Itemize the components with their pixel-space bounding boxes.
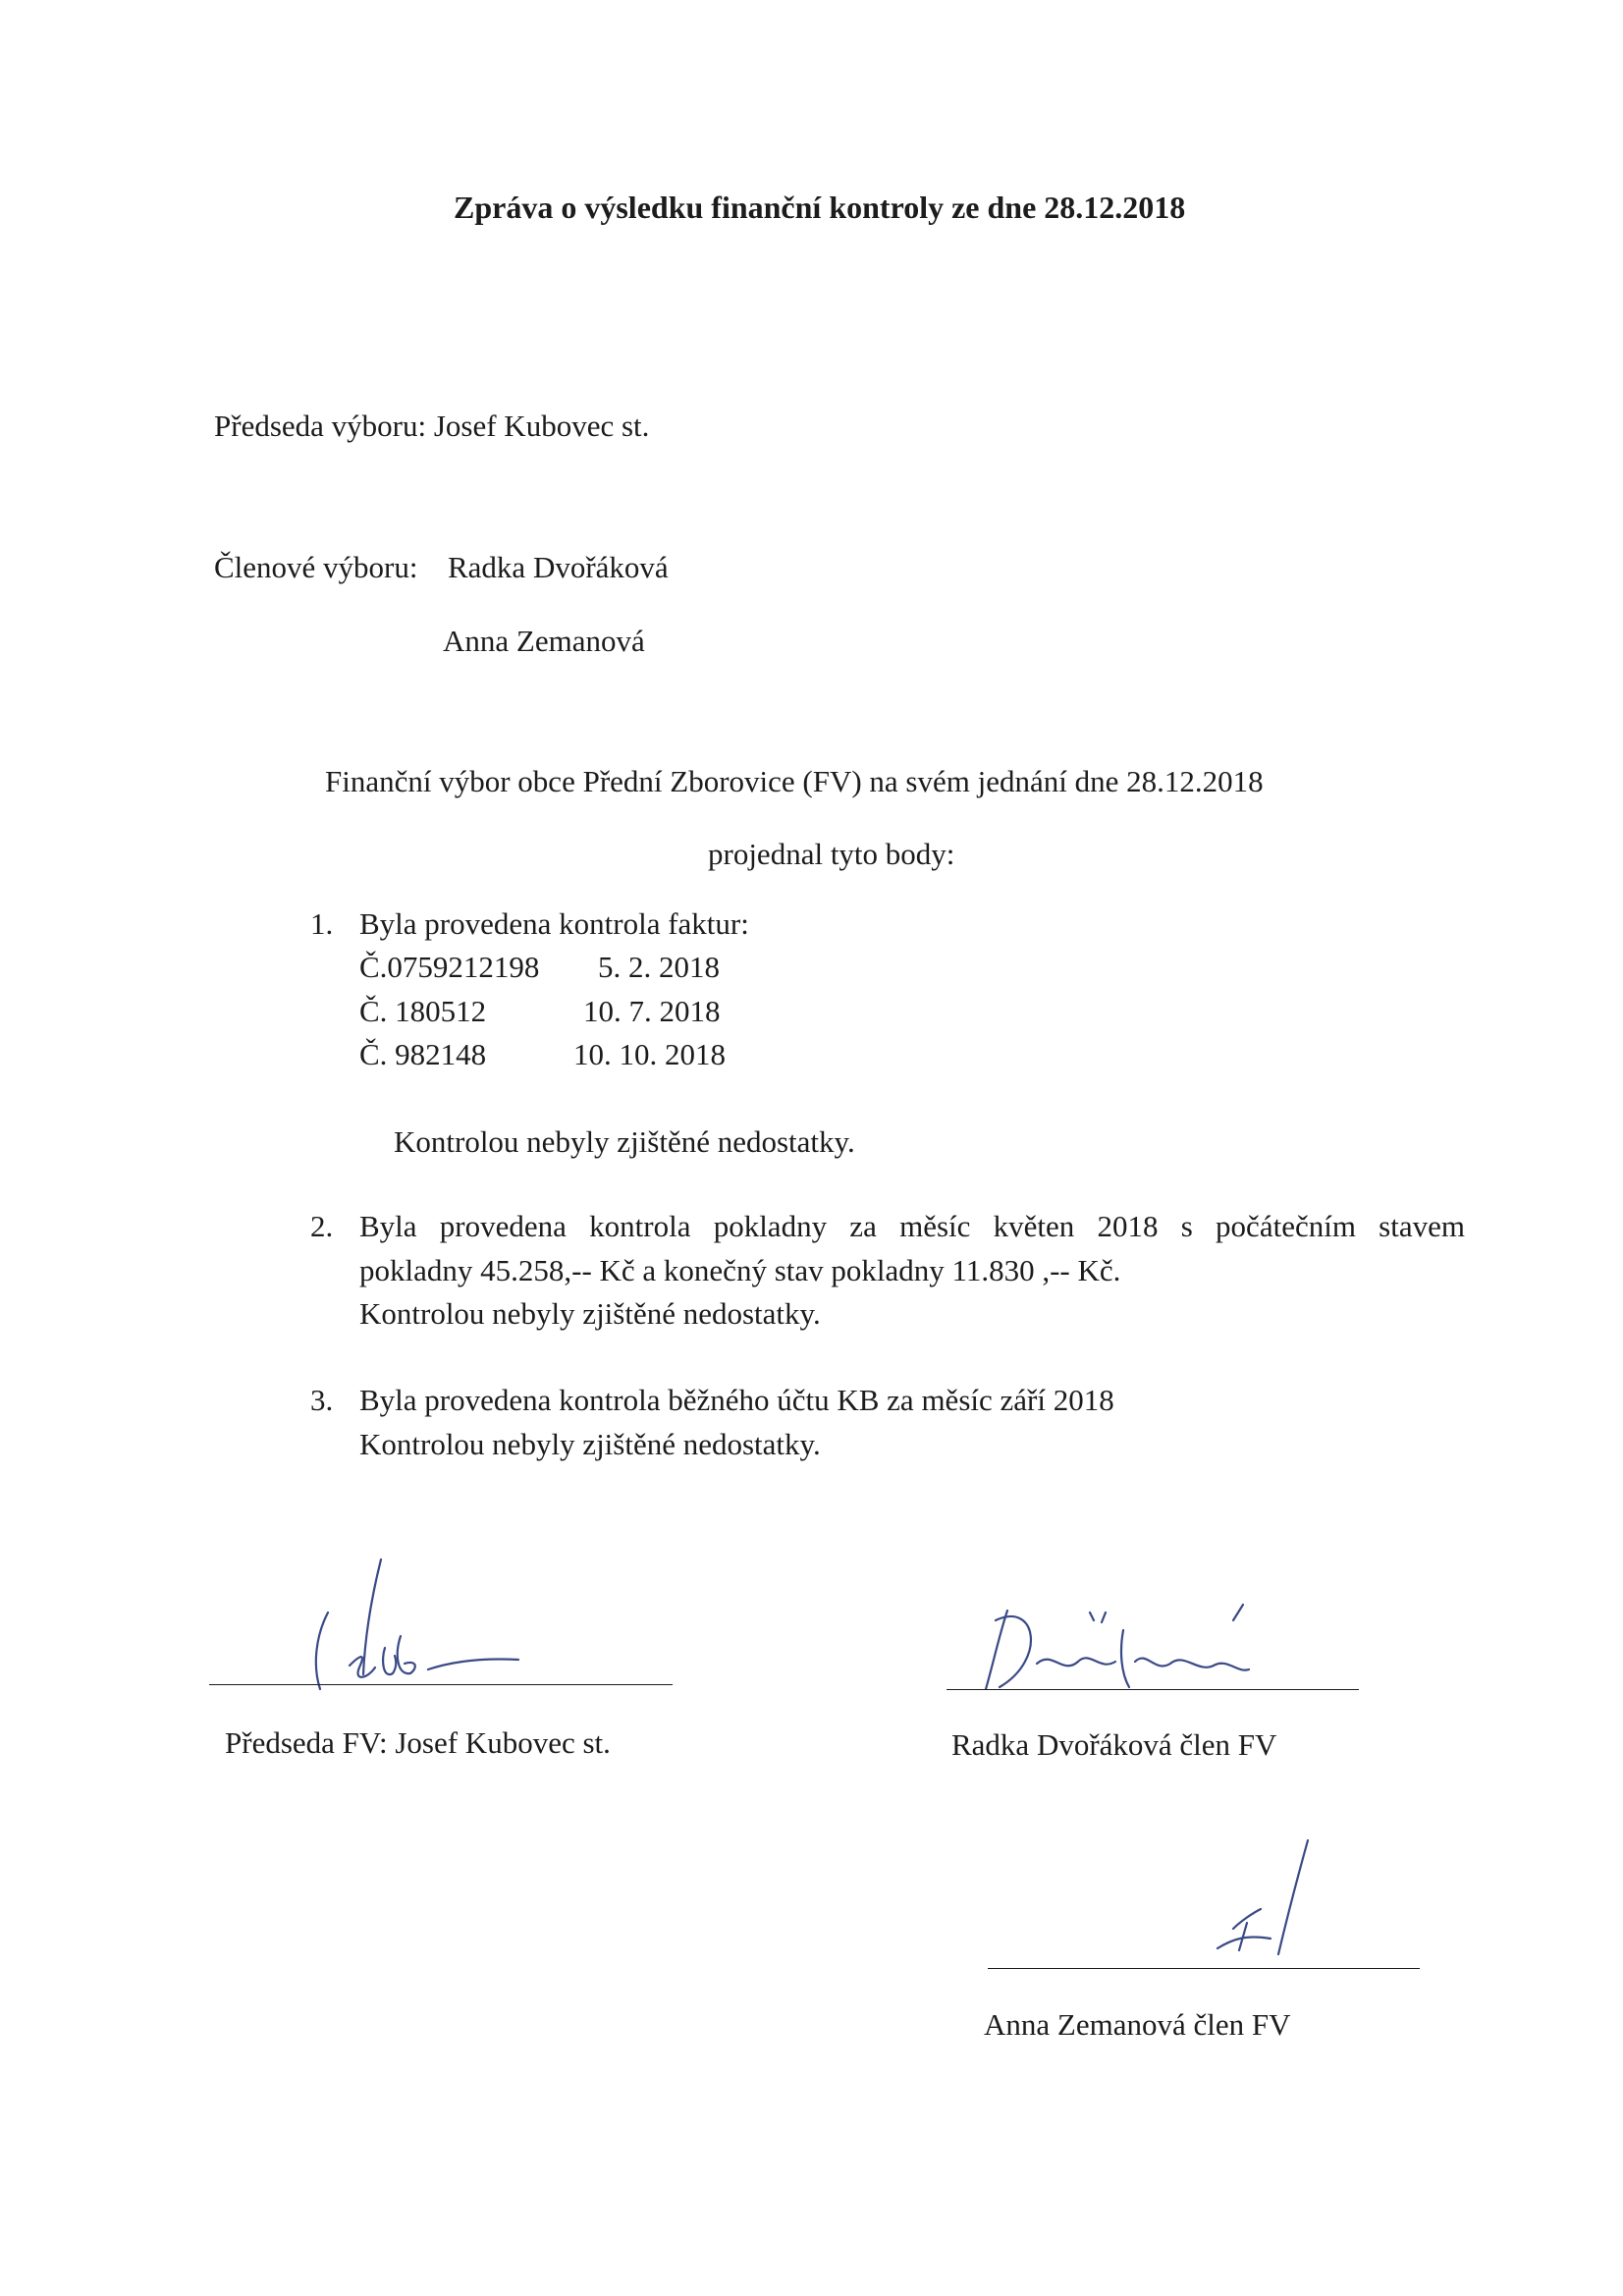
item-1-number: 1.: [310, 906, 334, 941]
intro-line-1: Finanční výbor obce Přední Zborovice (FV) na svém jednání dne 28.12.2018: [325, 764, 1264, 798]
item-3-number: 3.: [310, 1383, 334, 1417]
invoice-1-date: 5. 2. 2018: [598, 950, 720, 984]
chairman-line: Předseda výboru: Josef Kubovec st.: [214, 409, 650, 443]
chairman-signature: [295, 1552, 530, 1699]
member1-signature: [943, 1591, 1296, 1699]
item-3-result: Kontrolou nebyly zjištěné nedostatky.: [359, 1427, 821, 1461]
chairman-signature-caption: Předseda FV: Josef Kubovec st.: [225, 1725, 611, 1760]
invoice-3-number: Č. 982148: [359, 1037, 487, 1071]
member2-signature: [1188, 1827, 1355, 1964]
member-name-2: Anna Zemanová: [443, 624, 645, 658]
intro-line-2: projednal tyto body:: [708, 837, 955, 871]
invoice-2-date: 10. 7. 2018: [583, 994, 721, 1028]
chairman-signature-line: [209, 1684, 673, 1685]
invoice-3-date: 10. 10. 2018: [573, 1037, 726, 1071]
item-2-line-2: pokladny 45.258,-- Kč a konečný stav pokladny 11.830 ,-- Kč.: [359, 1253, 1121, 1287]
invoice-2-number: Č. 180512: [359, 994, 487, 1028]
document-title: Zpráva o výsledku finanční kontroly ze dne 28.12.2018: [454, 190, 1186, 225]
member-name-1: Radka Dvořáková: [448, 550, 669, 584]
item-2-number: 2.: [310, 1209, 334, 1243]
member2-signature-caption: Anna Zemanová člen FV: [984, 2007, 1291, 2042]
member1-signature-line: [947, 1689, 1359, 1690]
invoice-1-number: Č.0759212198: [359, 950, 540, 984]
item-1-result: Kontrolou nebyly zjištěné nedostatky.: [394, 1124, 855, 1159]
item-2-line-1: Byla provedena kontrola pokladny za měsíc květen 2018 s počátečním stavem: [359, 1209, 1465, 1243]
members-label: Členové výboru:: [214, 550, 418, 584]
member2-signature-line: [988, 1968, 1420, 1969]
item-1-text: Byla provedena kontrola faktur:: [359, 906, 749, 941]
item-2-result: Kontrolou nebyly zjištěné nedostatky.: [359, 1296, 821, 1331]
member1-signature-caption: Radka Dvořáková člen FV: [951, 1727, 1277, 1762]
item-3-text: Byla provedena kontrola běžného účtu KB za měsíc září 2018: [359, 1383, 1114, 1417]
